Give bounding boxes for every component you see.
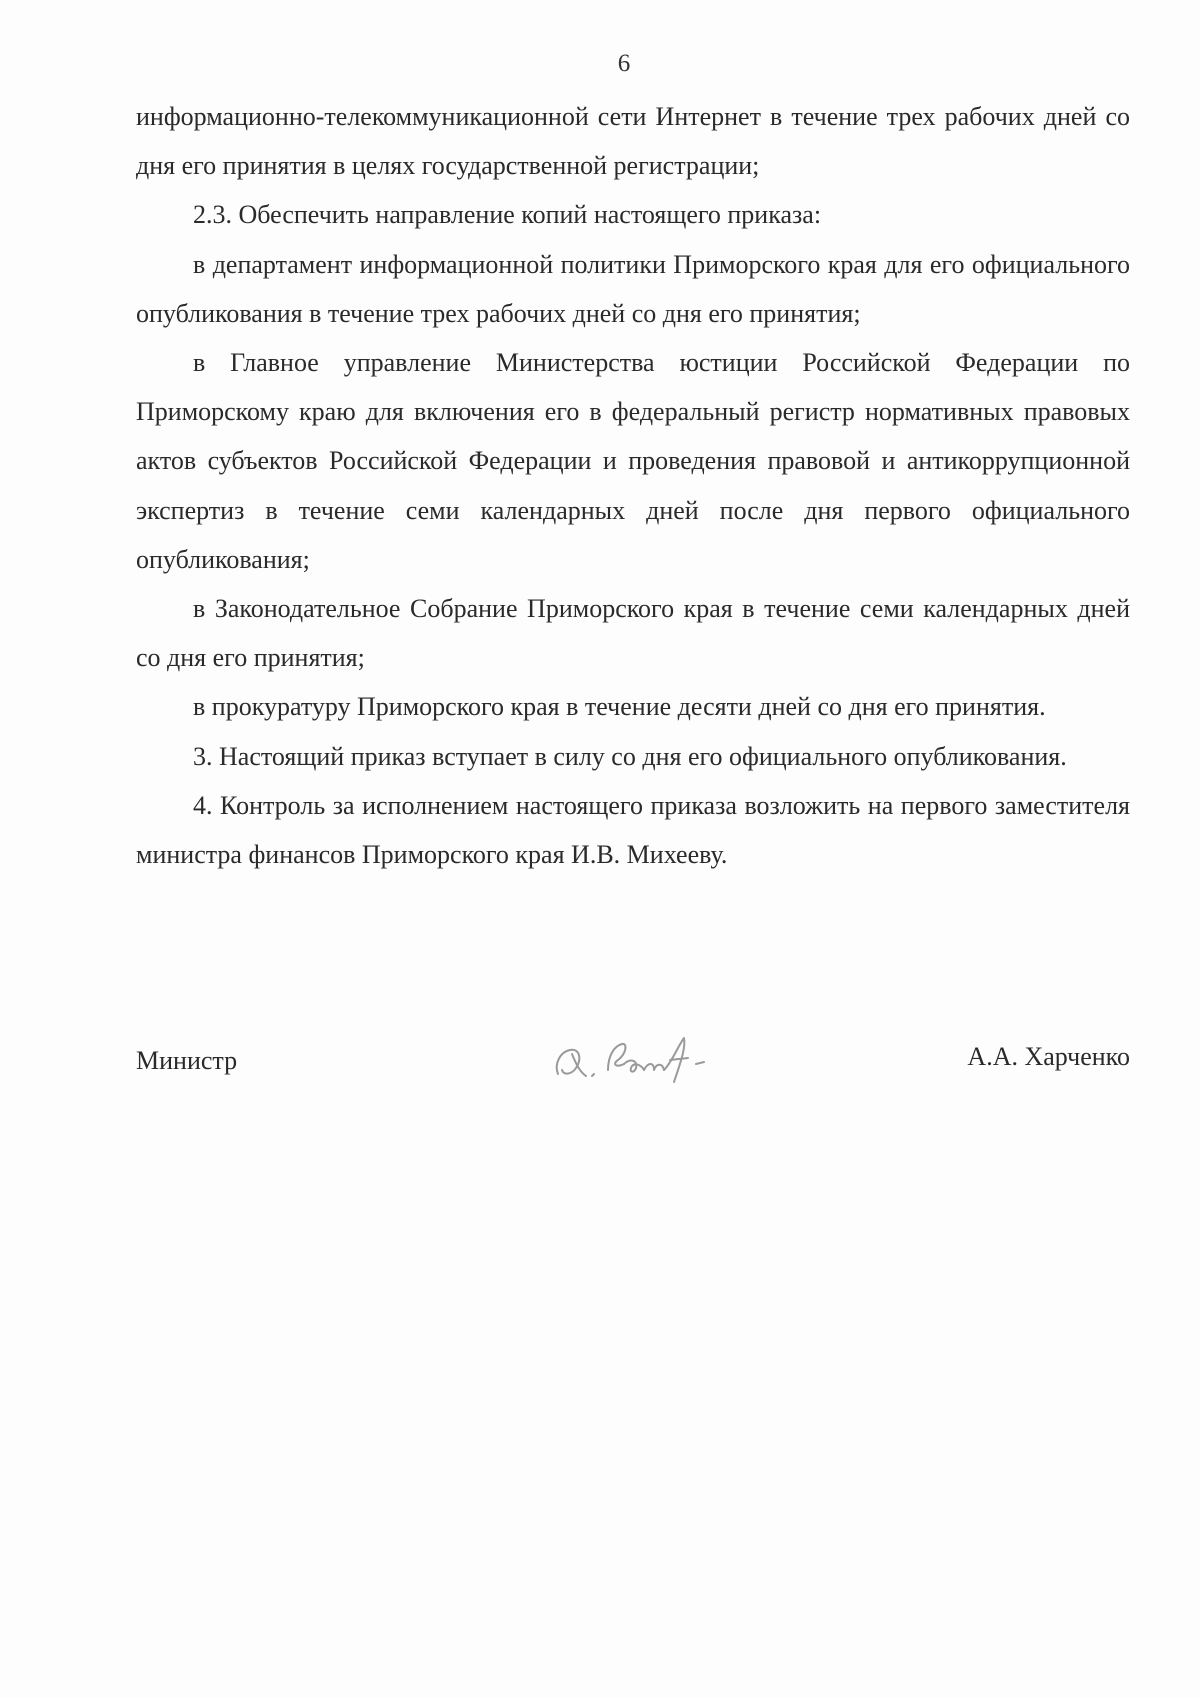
handwritten-signature (546, 1030, 736, 1090)
paragraph-3-effective: 3. Настоящий приказ вступает в силу со дня его официального опубликования. (193, 741, 1067, 771)
signature-block (136, 1040, 1130, 1100)
paragraph-2-3-copies: 2.3. Обеспечить направление копий настоящего приказа: (193, 200, 822, 230)
paragraph-prosecutor: в прокуратуру Приморского края в течение десяти дней со дня его принятия. (193, 692, 1046, 722)
paragraph-internet-publication: информационно-телекоммуникационной сети Интернет в течение трех рабочих дней со дня его принятия в целях государственной регистрации; (136, 102, 1130, 181)
signatory-name: А.А. Харченко (967, 1042, 1130, 1071)
paragraph-legislative-assembly: в Законодательное Собрание Приморского края в течение семи календарных дней со дня его принятия; (136, 594, 1130, 673)
page-number: 6 (617, 50, 631, 77)
document-body (136, 92, 1130, 879)
signatory-position: Министр (136, 1046, 238, 1075)
paragraph-justice-ministry: в Главное управление Министерства юстиции Российской Федерации по Приморскому краю для включения его в федеральный регистр нормативных правовых актов субъектов Российской Федерации и проведения правовой и антикоррупционной экспертиз в течение семи календарных дней после дня первого официального опубликования; (136, 348, 1130, 574)
paragraph-4-control: 4. Контроль за исполнением настоящего приказа возложить на первого заместителя министра финансов Приморского края И.В. Михееву. (136, 790, 1130, 870)
paragraph-info-policy-dept: в департамент информационной политики Приморского края для его официального опубликования в течение трех рабочих дней со дня его принятия; (136, 249, 1130, 328)
